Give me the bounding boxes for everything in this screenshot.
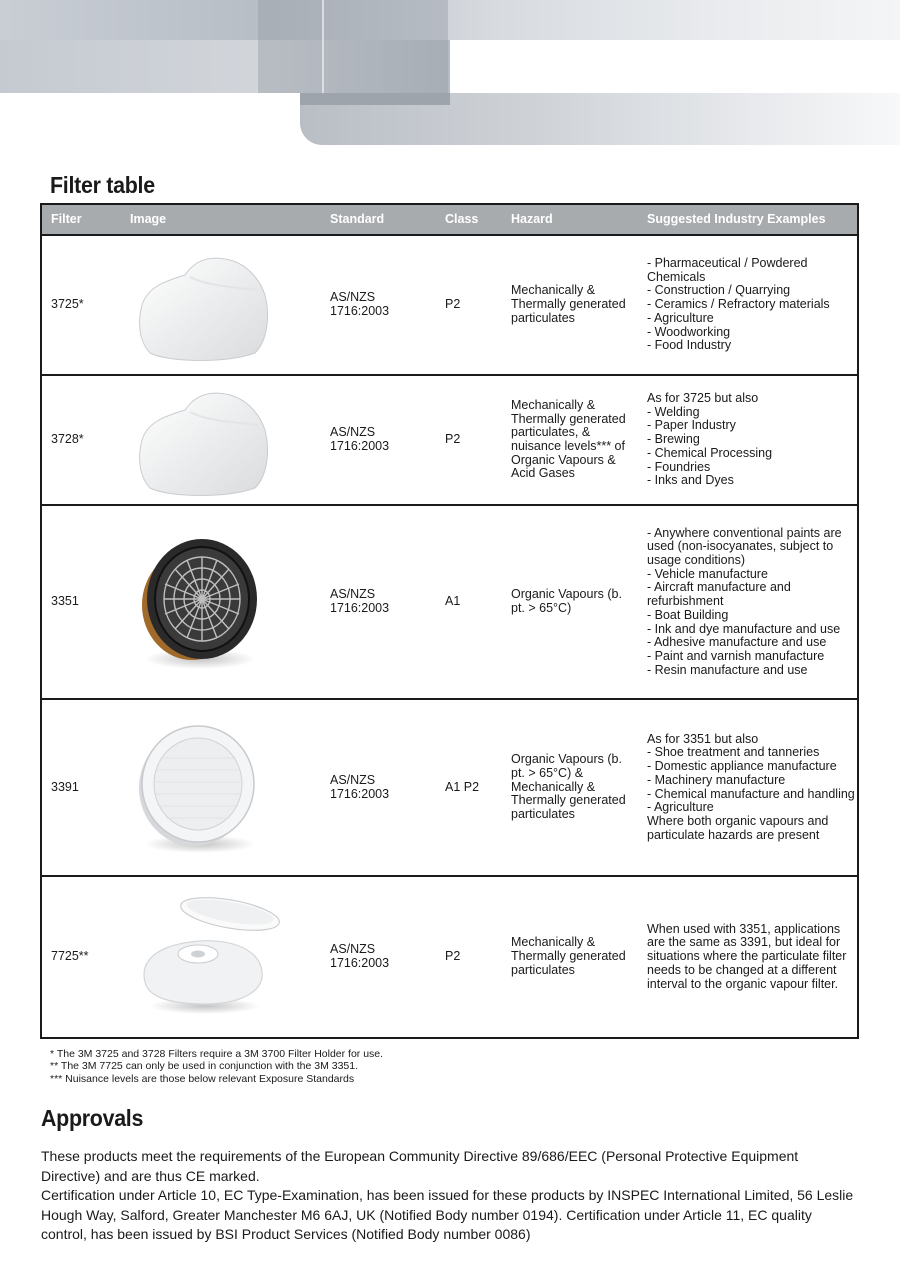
table-row <box>41 876 858 1038</box>
class: P2 <box>436 375 502 505</box>
hazard: Mechanically & Thermally generated particulates, & nuisance levels*** of Organic Vapours & Acid Gases <box>502 375 638 505</box>
filter-image-cell <box>121 375 320 505</box>
industry-examples: As for 3351 but also - Shoe treatment and tanneries - Domestic appliance manufacture - Machinery manufacture - Chemical manufacture and handling - Agriculture Where both organic vapours and particulate hazards are present <box>638 699 858 876</box>
filter-table-title: Filter table <box>50 172 155 198</box>
table-header-row <box>41 204 858 235</box>
white-combination-cartridge-icon <box>130 718 280 858</box>
standard: AS/NZS 1716:2003 <box>330 290 390 318</box>
standard: AS/NZS 1716:2003 <box>320 505 436 699</box>
column-header-image: Image <box>121 204 320 235</box>
white-particulate-filter-pad-icon <box>130 245 280 365</box>
filter-code: 3351 <box>41 505 121 699</box>
industry-examples: When used with 3351, applications are the same as 3391, but ideal for situations where the particulate filter needs to be changed at a different interval to the organic vapour filter. <box>638 876 858 1038</box>
column-header-class: Class <box>436 204 502 235</box>
hazard: Mechanically & Thermally generated particulates <box>502 876 638 1038</box>
column-header-hazard: Hazard <box>502 204 638 235</box>
class: A1 P2 <box>436 699 502 876</box>
white-particulate-filter-pad-icon <box>130 380 280 500</box>
filter-image-cell <box>121 699 320 876</box>
industry-examples: - Anywhere conventional paints are used (non-isocyanates, subject to usage conditions) - Vehicle manufacture - Aircraft manufacture and refurbishment - Boat Building - Ink and dye manufacture and use - Adhesive manufacture and use - Paint and varnish manufacture - Resin manufacture and use <box>638 505 858 699</box>
decorative-header-banner <box>0 0 900 145</box>
standard: AS/NZS 1716:2003 <box>320 699 436 876</box>
standard: AS/NZS 1716:2003 <box>320 375 436 505</box>
class: P2 <box>445 297 461 312</box>
approvals-title: Approvals <box>41 1105 144 1131</box>
hazard: Organic Vapours (b. pt. > 65°C) <box>502 505 638 699</box>
approvals-paragraph-certification: Certification under Article 10, EC Type-Examination, has been issued for these products by INSPEC International Limited, 56 Leslie Hough Way, Salford, Greater Manchester M6 6AJ, UK (Notified Body number 0194). Certification under Article 11, EC quality control, has been issued by BSI Product Services (Notified Body number 0086) <box>41 1187 854 1242</box>
approvals-paragraph-ce: These products meet the requirements of the European Community Directive 89/686/EEC (Personal Protective Equipment Directive) and are thus CE marked. <box>41 1148 799 1184</box>
footnote: * The 3M 3725 and 3728 Filters require a 3M 3700 Filter Holder for use. <box>50 1048 384 1060</box>
filter-retainer-and-pad-icon <box>130 892 280 1022</box>
filter-image-cell <box>121 505 320 699</box>
column-header-filter: Filter <box>41 204 121 235</box>
table-row <box>41 235 858 375</box>
table-row <box>41 375 858 505</box>
table-footnotes <box>50 1048 383 1085</box>
hazard: Organic Vapours (b. pt. > 65°C) & Mechanically & Thermally generated particulates <box>502 699 638 876</box>
class: P2 <box>436 876 502 1038</box>
filter-code: 7725** <box>41 876 121 1038</box>
column-header-standard: Standard <box>320 204 436 235</box>
black-organic-vapour-cartridge-icon <box>130 527 280 677</box>
filter-image-cell <box>121 235 320 375</box>
industry-examples: - Pharmaceutical / Powdered Chemicals - Construction / Quarrying - Ceramics / Refractory materials - Agriculture - Woodworking - Food Industry <box>647 256 830 353</box>
footnote: *** Nuisance levels are those below relevant Exposure Standards <box>50 1072 355 1085</box>
filter-code: 3391 <box>41 699 121 876</box>
hazard: Mechanically & Thermally generated particulates <box>511 283 626 325</box>
table-row <box>41 505 858 699</box>
industry-examples: As for 3725 but also - Welding - Paper Industry - Brewing - Chemical Processing - Foundries - Inks and Dyes <box>638 375 858 505</box>
column-header-industry-examples: Suggested Industry Examples <box>638 204 858 235</box>
filter-code: 3725* <box>51 297 84 312</box>
class: A1 <box>436 505 502 699</box>
filter-image-cell <box>121 876 320 1038</box>
table-row <box>41 699 858 876</box>
footnote: ** The 3M 7725 can only be used in conjunction with the 3M 3351. <box>50 1060 359 1073</box>
filter-table <box>40 203 859 1039</box>
filter-code: 3728* <box>41 375 121 505</box>
standard: AS/NZS 1716:2003 <box>320 876 436 1038</box>
